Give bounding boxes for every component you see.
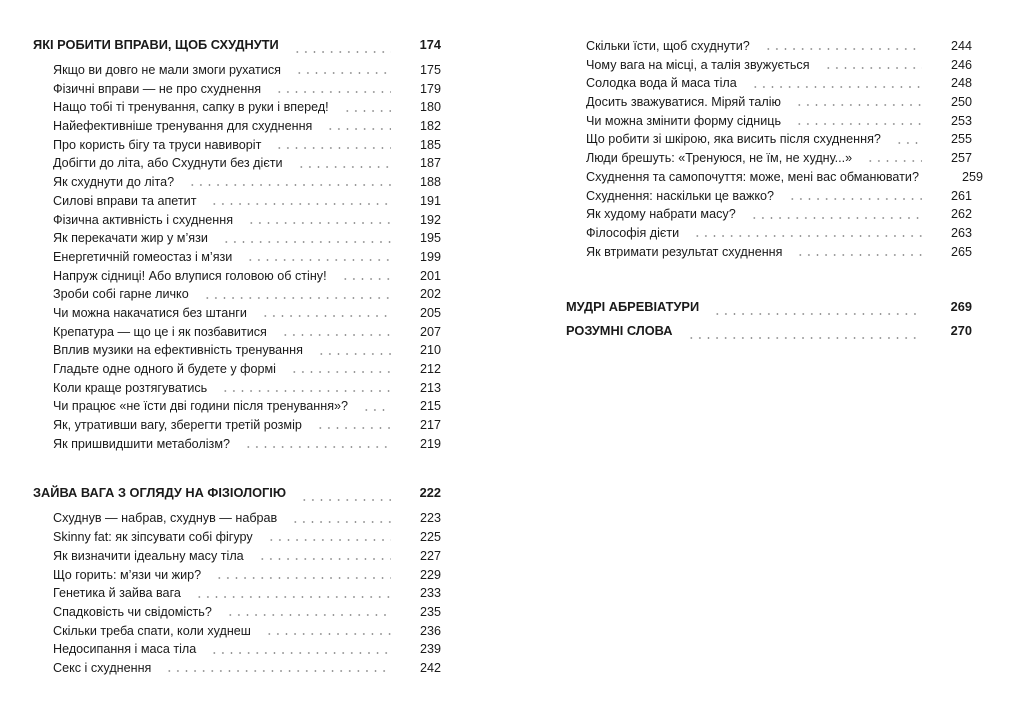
toc-entry[interactable] (33, 154, 441, 173)
dot-leader (297, 166, 391, 168)
dot-leader (824, 67, 922, 69)
page-number: 212 (419, 362, 441, 376)
page-number: 202 (419, 287, 441, 302)
toc-entry-title: Чому вага на місці, а талія звужується (586, 57, 810, 72)
page-number: 207 (419, 324, 441, 339)
page-number: 259 (961, 169, 983, 184)
toc-entry-title: Як втримати результат схуднення (586, 244, 783, 259)
toc-entry-title: Чи можна змінити форму сідниць (586, 113, 782, 128)
dot-leader (788, 198, 922, 200)
dot-leader (247, 222, 391, 224)
dot-leader (258, 558, 391, 560)
dot-leader (713, 313, 922, 315)
toc-entry[interactable] (33, 584, 441, 603)
toc-entry-title: Філософія дієти (586, 225, 680, 240)
toc-entry-title: Що робити зі шкірою, яка висить після схуднення? (586, 132, 881, 147)
toc-right-column (566, 37, 983, 347)
toc-entry-title: Як визначити ідеальну масу тіла (53, 548, 244, 563)
toc-entry-title: Як, утративши вагу, зберегти третій розмір (53, 418, 302, 433)
dot-leader (317, 353, 391, 355)
page-number: 233 (419, 586, 441, 601)
toc-section-heading-title: ЗАЙВА ВАГА З ОГЛЯДУ НА ФІЗІОЛОГІЮ (33, 485, 287, 501)
toc-entry-title: Фізичні вправи — не про схуднення (53, 81, 262, 96)
toc-entry-title: Нащо тобі ті тренування, сапку в руки і вперед! (53, 100, 329, 115)
toc-entry[interactable] (33, 379, 441, 398)
toc-entry-title: Як схуднути до літа? (53, 175, 175, 190)
toc-entry[interactable] (566, 74, 972, 93)
dot-leader (750, 217, 922, 219)
page-number: 248 (950, 76, 972, 91)
page-number: 217 (419, 418, 441, 433)
toc-entry-title: Силові вправи та апетит (53, 193, 197, 208)
dot-leader (195, 596, 391, 598)
page-number: 223 (419, 511, 441, 526)
toc-entry[interactable] (566, 130, 972, 149)
toc-entry[interactable] (566, 243, 972, 262)
dot-leader (188, 184, 391, 186)
toc-entry-title: Що горить: м’язи чи жир? (53, 567, 202, 582)
page-number: 205 (419, 305, 441, 320)
toc-entry-title: Досить зважуватися. Міряй талію (586, 95, 781, 110)
page-number: 246 (950, 57, 972, 72)
dot-leader (281, 334, 391, 336)
toc-entry-title: Skinny fat: як зіпсувати собі фігуру (53, 530, 253, 545)
page-number: 250 (950, 95, 972, 110)
dot-leader (210, 203, 391, 205)
toc-entry[interactable] (33, 622, 441, 641)
toc-entry[interactable] (566, 56, 972, 75)
toc-entry[interactable] (566, 149, 972, 168)
dot-leader (222, 241, 391, 243)
dot-leader (295, 72, 391, 74)
dot-leader (203, 297, 391, 299)
toc-entry[interactable] (566, 205, 972, 224)
dot-leader (341, 278, 391, 280)
dot-leader (300, 499, 391, 501)
toc-entry-title: Схуднення: наскільки це важко? (586, 188, 775, 203)
page-number: 235 (419, 604, 441, 619)
toc-entry-title: Напруж сідниці! Або влупися головою об стіну! (53, 268, 327, 283)
toc-entry[interactable] (33, 229, 441, 248)
page-number: 265 (950, 244, 972, 259)
page-number: 244 (950, 39, 972, 53)
toc-entry-title: Енергетичній гомеостаз і м’язи (53, 249, 233, 264)
page-number: 195 (419, 231, 441, 246)
toc-entry-title: Вплив музики на ефективність тренування (53, 343, 303, 358)
toc-entry[interactable] (33, 603, 441, 622)
toc-entry[interactable] (33, 397, 441, 416)
dot-leader (795, 104, 922, 106)
dot-leader (362, 409, 391, 411)
toc-section-heading[interactable] (566, 323, 972, 347)
page-number: 191 (419, 193, 441, 208)
toc-entry[interactable] (33, 416, 441, 435)
page-number: 187 (419, 156, 441, 171)
toc-entry[interactable] (566, 187, 972, 206)
dot-leader (895, 142, 922, 144)
page-number: 225 (419, 530, 441, 545)
toc-section-heading-title: РОЗУМНІ СЛОВА (566, 323, 673, 339)
toc-entry-title: Коли краще розтягуватись (53, 380, 208, 395)
toc-entry-title: Схуднення та самопочуття: може, мені вас обманювати? (586, 169, 919, 184)
dot-leader (326, 128, 391, 130)
toc-entry-title: Як перекачати жир у м’язи (53, 231, 208, 246)
toc-entry[interactable] (33, 547, 441, 566)
page-number: 236 (419, 623, 441, 638)
page-number: 199 (419, 249, 441, 264)
page-number: 180 (419, 100, 441, 115)
dot-leader (261, 315, 391, 317)
dot-leader (226, 614, 391, 616)
dot-leader (316, 427, 391, 429)
toc-entry-title: Добігти до літа, або Схуднути без дієти (53, 156, 283, 171)
dot-leader (265, 633, 391, 635)
toc-entry[interactable] (33, 360, 441, 379)
toc-entry[interactable] (33, 304, 441, 323)
dot-leader (795, 123, 922, 125)
page-number: 215 (419, 399, 441, 414)
page-number: 262 (950, 207, 972, 222)
toc-left-column (33, 37, 441, 678)
toc-entry[interactable] (33, 98, 441, 117)
toc-entry[interactable] (33, 192, 441, 211)
toc-entry-title: Скільки треба спати, коли худнеш (53, 623, 251, 638)
toc-entry[interactable] (33, 285, 441, 304)
page-number: 257 (950, 151, 972, 166)
toc-entry[interactable] (33, 136, 441, 155)
dot-leader (210, 652, 391, 654)
toc-section-heading[interactable] (566, 299, 972, 323)
toc-entry-title: Про користь бігу та труси навиворіт (53, 137, 262, 152)
dot-leader (267, 539, 391, 541)
toc-entry-title: Люди брешуть: «Тренуюся, не їм, не худну...» (586, 151, 853, 166)
toc-section-heading-title: МУДРІ АБРЕВІАТУРИ (566, 299, 700, 315)
page-number: 175 (419, 63, 441, 77)
toc-entry-title: Фізична активність і схуднення (53, 212, 234, 227)
toc-entry[interactable] (33, 640, 441, 659)
page-number: 261 (950, 188, 972, 203)
toc-entry[interactable] (566, 37, 972, 56)
dot-leader (343, 110, 391, 112)
page-number: 182 (419, 119, 441, 134)
toc-entry[interactable] (33, 435, 441, 454)
page-number: 179 (419, 81, 441, 96)
toc-entry[interactable] (33, 528, 441, 547)
page-number: 242 (419, 660, 441, 675)
toc-entry-title: Якщо ви довго не мали змоги рухатися (53, 63, 281, 77)
toc-entry[interactable] (33, 566, 441, 585)
toc-entry[interactable] (566, 224, 972, 243)
toc-entry[interactable] (33, 117, 441, 136)
dot-leader (275, 91, 391, 93)
toc-entry[interactable] (33, 509, 441, 528)
dot-leader (215, 577, 391, 579)
toc-section-heading[interactable] (33, 37, 441, 61)
dot-leader (866, 160, 922, 162)
dot-leader (751, 86, 922, 88)
dot-leader (275, 147, 391, 149)
toc-entry[interactable] (33, 173, 441, 192)
page-number: 222 (419, 485, 441, 501)
page-number: 270 (950, 323, 972, 339)
page-number: 210 (419, 343, 441, 358)
toc-entry-title: Як пришвидшити метаболізм? (53, 436, 230, 451)
dot-leader (244, 446, 391, 448)
toc-entry-title: Спадковість чи свідомість? (53, 604, 212, 619)
toc-section-heading-title: ЯКІ РОБИТИ ВПРАВИ, ЩОБ СХУДНУТИ (33, 37, 279, 52)
toc-entry-title: Чи можна накачатися без штанги (53, 305, 247, 320)
dot-leader (221, 390, 391, 392)
dot-leader (165, 670, 391, 672)
toc-entry-title: Схуднув — набрав, схуднув — набрав (53, 511, 278, 526)
toc-entry-title: Гладьте одне одного й будете у формі (53, 362, 276, 376)
dot-leader (293, 51, 391, 53)
page-number: 219 (419, 436, 441, 451)
toc-entry-title: Скільки їсти, щоб схуднути? (586, 39, 750, 53)
toc-entry-title: Чи працює «не їсти дві години після тренування»? (53, 399, 349, 414)
toc-entry[interactable] (33, 80, 441, 99)
dot-leader (246, 259, 391, 261)
spacer (566, 261, 972, 299)
toc-entry-title: Зроби собі гарне личко (53, 287, 189, 302)
toc-entry[interactable] (33, 659, 441, 678)
page-number: 263 (950, 225, 972, 240)
page-number: 192 (419, 212, 441, 227)
toc-section-heading[interactable] (33, 485, 441, 509)
page-number: 227 (419, 548, 441, 563)
dot-leader (290, 371, 391, 373)
toc-entry[interactable] (33, 211, 441, 230)
page-number: 201 (419, 268, 441, 283)
dot-leader (693, 235, 922, 237)
spacer (33, 453, 441, 485)
toc-entry[interactable] (33, 267, 441, 286)
toc-entry[interactable] (33, 323, 441, 342)
page-number: 239 (419, 642, 441, 657)
toc-entry[interactable] (33, 341, 441, 360)
page-number: 269 (950, 299, 972, 315)
toc-entry[interactable] (33, 248, 441, 267)
toc-entry-title: Солодка вода й маса тіла (586, 76, 737, 91)
page-number: 253 (950, 113, 972, 128)
toc-entry[interactable] (566, 93, 972, 112)
dot-leader (796, 254, 922, 256)
page-number: 255 (950, 132, 972, 147)
toc-entry[interactable] (566, 168, 983, 187)
toc-entry-title: Недосипання і маса тіла (53, 642, 197, 657)
toc-entry-title: Найефективніше тренування для схуднення (53, 119, 313, 134)
dot-leader (687, 337, 922, 339)
dot-leader (764, 48, 922, 50)
page-number: 213 (419, 380, 441, 395)
page-number: 229 (419, 567, 441, 582)
page-number: 188 (419, 175, 441, 190)
toc-entry-title: Генетика й зайва вага (53, 586, 181, 601)
toc-entry-title: Як худому набрати масу? (586, 207, 736, 222)
toc-entry-title: Крепатура — що це і як позбавитися (53, 324, 267, 339)
toc-entry[interactable] (33, 61, 441, 80)
toc-entry[interactable] (566, 112, 972, 131)
page-number: 174 (419, 37, 441, 52)
dot-leader (291, 521, 391, 523)
toc-entry-title: Секс і схуднення (53, 660, 152, 675)
page-number: 185 (419, 137, 441, 152)
